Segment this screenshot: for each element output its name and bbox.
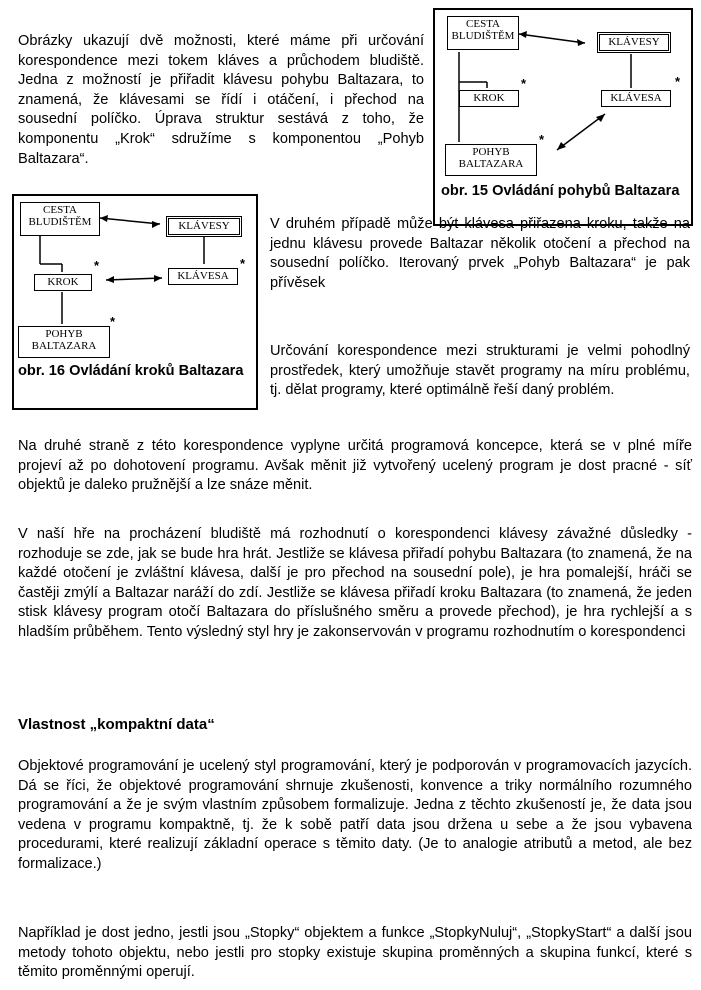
figure-16 [12, 194, 258, 410]
paragraph-stopwatch: Například je dost jedno, jestli jsou „Stopky“ objektem a funkce „StopkyNuluj“, „StopkyStart“ a další jsou metody tohoto objektu, nebo jestli pro stopky existuje skupina proměnných a skupina funkcí, které s těmito proměnnými operují. [18, 925, 692, 981]
fig16-star-move: * [110, 314, 116, 329]
fig16-box-keys: KLÁVESY [168, 218, 240, 235]
fig16-box-maze: CESTA BLUDIŠTĚM [20, 202, 100, 236]
fig16-star-step: * [94, 258, 100, 273]
paragraph-intro: Obrázky ukazují dvě možnosti, které máme při určování korespondence mezi tokem kláves a průchodem bludiště. Jedna z možností je přiřadit klávesu pohybu Baltazara, to znamená, že klávesami se řídí i otáčení, i přechod na sousední políčko. Úprava struktur sestává z toho, že komponentu „Krok“ sdružíme s komponentou „Pohyb Baltazara“. [18, 33, 424, 167]
figure-15 [433, 8, 693, 226]
paragraph-second-case: V druhém případě může být klávesa přiřazena kroku, takže na jednu klávesu provede Baltazar několik otočení a přechod na sousední políčko. Iterovaný prvek „Pohyb Baltazara“ je pak přívěsek [270, 216, 690, 291]
fig16-box-step: KROK [34, 274, 92, 291]
fig15-caption: obr. 15 Ovládání pohybů Baltazara [441, 183, 680, 199]
fig15-star-move: * [539, 132, 545, 147]
fig15-box-maze: CESTA BLUDIŠTĚM [447, 16, 519, 50]
fig15-box-move: POHYB BALTAZARA [445, 144, 537, 176]
section-heading: Vlastnost „kompaktní data“ [18, 716, 215, 733]
fig15-box-step: KROK [459, 90, 519, 107]
fig15-box-key: KLÁVESA [601, 90, 671, 107]
fig16-box-move: POHYB BALTAZARA [18, 326, 110, 358]
paragraph-correspondence: Určování korespondence mezi strukturami je velmi pohodlný prostředek, který umožňuje stavět programy na míru problému, tj. dělat programy, které optimálně řeší daný problém. [270, 343, 690, 399]
fig15-star-step: * [521, 76, 527, 91]
fig16-caption: obr. 16 Ovládání kroků Baltazara [18, 363, 244, 379]
paragraph-concept: Na druhé straně z této korespondence vyplyne určitá programová koncepce, která se v plné míře projeví až po dohotovení programu. Avšak měnit již vytvořený ucelený program je dost pracné - síť objektů je daleko pružnější a lze snáze měnit. [18, 438, 692, 494]
fig15-box-keys: KLÁVESY [599, 34, 669, 51]
fig15-star-key: * [675, 74, 681, 89]
paragraph-maze-game: V naší hře na procházení bludiště má rozhodnutí o korespondenci klávesy závažné důsledky - rozhoduje se zde, jak se bude hra hrát. Jestliže se klávesa přiřadí pohybu Baltazara (to znamená, že na každé otočení je zvláštní klávesa, další je pro přechod na sousední pole), je hra pomalejší, hráči se častěji zmýlí a Baltazar naráží do zdí. Jestliže se klávesa přiřadí kroku Baltazara (to znamená, že jeden stisk klávesy program otočí Baltazara do příslušného směru a provede přechod), je hra rychlejší a s hladším průběhem. Tento výsledný styl hry je zakonservován v programu rozhodnutím o korespondenci [18, 526, 692, 640]
paragraph-object-programming: Objektové programování je ucelený styl programování, který je podporován v programovacích jazycích. Dá se říci, že objektové programování shrnuje zkušenosti, konvence a triky normálního rozumného programování a že je svým vlastním způsobem formalizuje. Jedna z těchto zkušeností je, že data jsou vedena v programu kompaktně, tj. že k sobě patří data jsou držena u sebe a že jsou vybavena procedurami, které realizují základní operace s těmito daty. (Je to analogie atributů a metod, ale bez formalizace.) [18, 758, 692, 872]
fig16-box-key: KLÁVESA [168, 268, 238, 285]
fig16-star-key: * [240, 256, 246, 271]
